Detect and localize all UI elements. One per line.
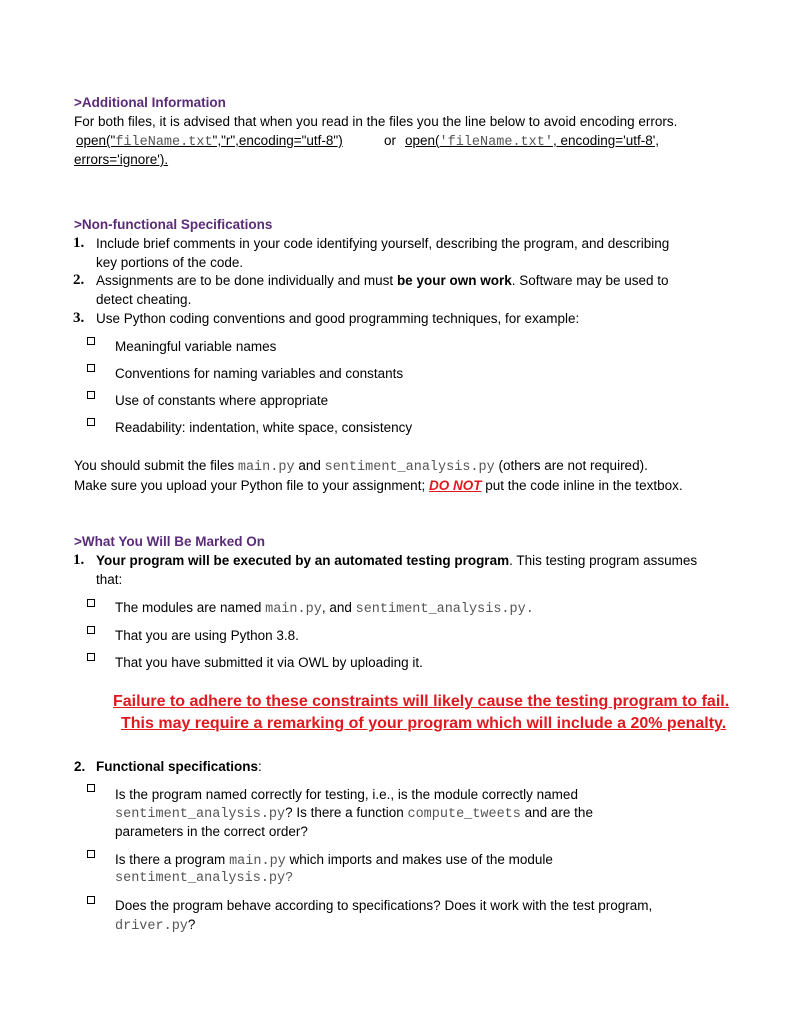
additional-info-line1: For both files, it is advised that when you read in the files you the line below to avoid encoding errors.: [74, 114, 678, 129]
bullet-square-icon: [87, 850, 95, 858]
nf-item3-num: 3.: [73, 310, 85, 326]
mo-b1-a: The modules are named: [115, 600, 266, 615]
upload-a: Make sure you upload your Python file to your assignment;: [74, 478, 429, 493]
nf-item2-line1: [96, 273, 669, 288]
bullet-square-icon: [87, 784, 95, 792]
bullet-square-icon: [87, 653, 95, 661]
f3-driver: driver.py: [115, 919, 188, 934]
mo-item2-bold: Functional specifications: [96, 759, 259, 774]
submit-main: main.py: [237, 460, 295, 475]
code-filename1: fileName.txt: [115, 135, 213, 150]
nf-item1-line2: key portions of the code.: [96, 255, 244, 270]
submit-files-line: [74, 458, 648, 475]
nf-item1-line1: Include brief comments in your code identifying yourself, describing the program, and describing: [96, 236, 670, 251]
f3-line2: [115, 917, 195, 934]
f1-line2: [115, 805, 593, 822]
marked-on-heading: >What You Will Be Marked On: [74, 534, 266, 549]
bullet-square-icon: [87, 418, 95, 426]
mo-item2-num: 2.: [74, 759, 86, 774]
nf-bullet-4: Readability: indentation, white space, consistency: [115, 420, 413, 435]
f2-b: which imports and makes use of the module: [285, 852, 553, 867]
nf-item2-c: . Software may be used to: [511, 273, 669, 288]
mo-bullet-1: [115, 600, 534, 617]
code-open1-a: open(": [76, 133, 116, 148]
upload-line: [74, 478, 683, 493]
nf-item2-a: Assignments are to be done individually and must: [96, 273, 397, 288]
bullet-square-icon: [87, 364, 95, 372]
f2-a: Is there a program: [115, 852, 230, 867]
upload-b: put the code inline in the textbox.: [481, 478, 683, 493]
nf-item2-line2: detect cheating.: [96, 292, 192, 307]
code-open2-a: open(: [405, 133, 440, 148]
code-open2-c: errors='ignore').: [74, 152, 169, 167]
bullet-square-icon: [87, 896, 95, 904]
additional-info-heading: >Additional Information: [74, 95, 226, 110]
code-open2-line: [405, 133, 659, 150]
submit-sa: sentiment_analysis.py: [324, 460, 495, 475]
mo-item1-rest: . This testing program assumes: [509, 553, 698, 568]
nf-item1-num: 1.: [73, 235, 85, 251]
f1-b: ? Is there a function: [285, 805, 408, 820]
nf-bullet-3: Use of constants where appropriate: [115, 393, 329, 408]
mo-item1-num: 1.: [73, 552, 85, 568]
f2-sa: sentiment_analysis.py?: [115, 871, 294, 886]
mo-item1-bold: Your program will be executed by an automated testing program: [96, 553, 510, 568]
warning-line-2: This may require a remarking of your program which will include a 20% penalty.: [121, 715, 727, 732]
f1-line1: Is the program named correctly for testing, i.e., is the module correctly named: [115, 787, 578, 802]
mo-item1-line1: [96, 553, 697, 568]
nf-item3-line1: Use Python coding conventions and good programming techniques, for example:: [96, 311, 580, 326]
or-text: or: [384, 133, 397, 148]
do-not-text: DO NOT: [428, 478, 482, 493]
nf-bullet-1: Meaningful variable names: [115, 339, 277, 354]
f1-fn: compute_tweets: [407, 807, 521, 822]
f3-line1: Does the program behave according to specifications? Does it work with the test program,: [115, 898, 653, 913]
nf-bullet-2: Conventions for naming variables and constants: [115, 366, 404, 381]
f3-b: ?: [187, 917, 196, 932]
f2-main: main.py: [229, 854, 286, 869]
mo-b1-sa: sentiment_analysis.py.: [355, 602, 534, 617]
code-filename2: 'fileName.txt': [439, 135, 553, 150]
mo-item2-colon: :: [258, 759, 262, 774]
code-open2-b: , encoding='utf-8',: [552, 133, 660, 148]
nf-item2-bold: be your own work: [396, 273, 512, 288]
f1-sa: sentiment_analysis.py: [115, 807, 286, 822]
bullet-square-icon: [87, 626, 95, 634]
code-open-line: [76, 133, 343, 150]
mo-b1-and: , and: [321, 600, 356, 615]
f1-c: and are the: [520, 805, 593, 820]
mo-bullet-2: That you are using Python 3.8.: [115, 628, 299, 643]
mo-b1-main: main.py: [265, 602, 322, 617]
warning-line-1: Failure to adhere to these constraints will likely cause the testing program to fail.: [113, 693, 730, 710]
submit-a: You should submit the files: [74, 458, 238, 473]
mo-bullet-3: That you have submitted it via OWL by uploading it.: [115, 655, 423, 670]
submit-and: and: [294, 458, 325, 473]
bullet-square-icon: [87, 599, 95, 607]
f1-line3: parameters in the correct order?: [115, 824, 308, 839]
bullet-square-icon: [87, 337, 95, 345]
code-open1-b: ","r",encoding="utf-8"): [212, 133, 343, 148]
f2-line1: [115, 852, 553, 869]
mo-item1-line2: that:: [96, 572, 123, 587]
non-functional-heading: >Non-functional Specifications: [74, 217, 273, 232]
bullet-square-icon: [87, 391, 95, 399]
submit-b: (others are not required).: [494, 458, 648, 473]
mo-item2-line: [96, 759, 262, 774]
nf-item2-num: 2.: [73, 272, 85, 288]
